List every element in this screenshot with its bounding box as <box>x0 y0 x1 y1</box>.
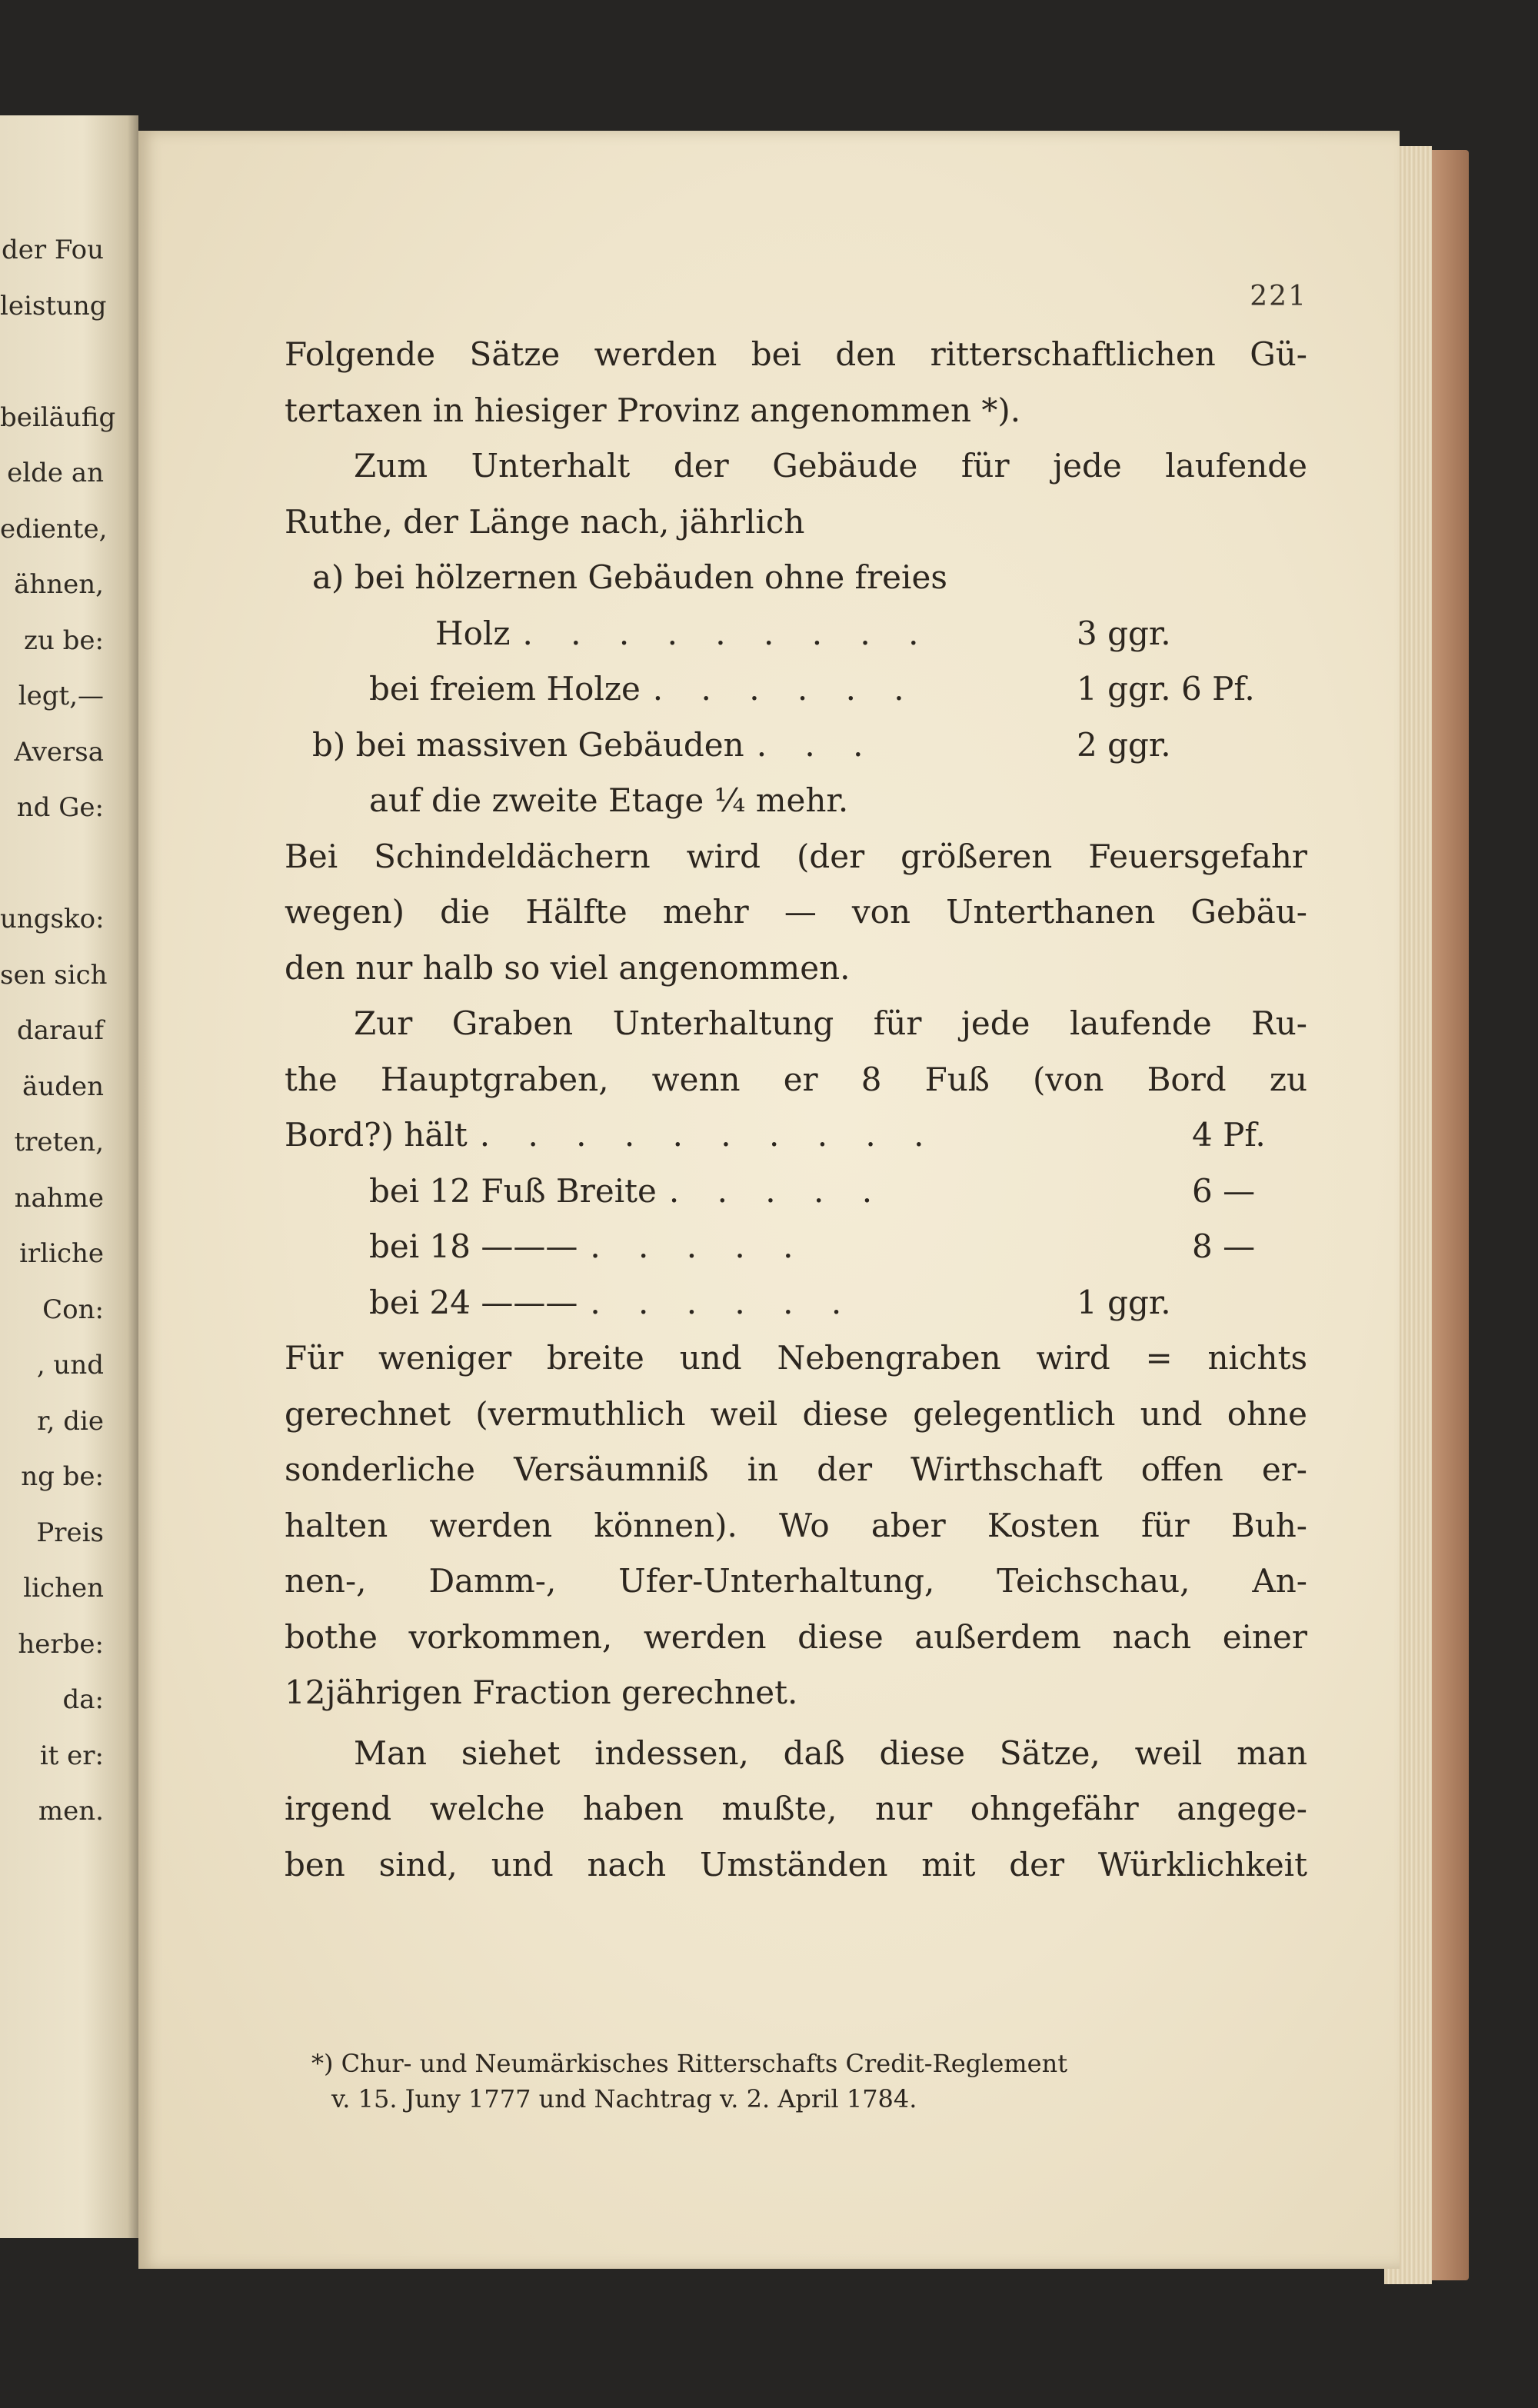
freiem-holze-row <box>285 661 1307 718</box>
left-page-text-fragment: irliche <box>19 1238 104 1269</box>
text-line: den nur halb so viel angenommen. <box>285 948 851 987</box>
left-page-text-fragment: , und <box>36 1350 104 1381</box>
leader-dots: . . . . . . <box>652 670 918 708</box>
left-page-text-fragment: Con: <box>42 1294 104 1325</box>
text-line: tertaxen in hiesiger Provinz angenommen *). <box>285 391 1021 429</box>
footnote-line: *) Chur- und Neumärkisches Ritterschafts Credit-Reglement <box>311 2049 1068 2078</box>
left-facing-page <box>0 115 138 2238</box>
item-a-label: a) bei hölzernen Gebäuden ohne freies <box>312 558 947 596</box>
page-body <box>285 327 1307 1893</box>
left-page-text-fragment: nd Ge: <box>16 792 104 823</box>
row-value: 8 — <box>1192 1227 1256 1265</box>
footnote <box>311 2046 1319 2117</box>
text-line: 12jährigen Fraction gerechnet. <box>285 1674 798 1711</box>
row-label: b) bei massiven Gebäuden <box>312 725 744 764</box>
leader-dots: . . . <box>756 725 877 764</box>
row-value: 6 — <box>1192 1171 1256 1210</box>
row-value: 3 ggr. <box>1077 614 1171 652</box>
left-page-text-fragment: ungsko: <box>0 904 105 934</box>
left-page-text-fragment: äuden <box>22 1071 104 1102</box>
left-page-text-fragment: treten, <box>14 1127 104 1157</box>
row-label: Holz <box>435 614 511 652</box>
left-page-text-fragment: elde an <box>7 458 104 488</box>
text-line: the Hauptgraben, wenn er 8 Fuß (von Bord zu <box>285 1060 1307 1098</box>
text-line: bothe vorkommen, werden diese außerdem nach einer <box>285 1617 1307 1656</box>
text-line: wegen) die Hälfte mehr — von Unterthanen Gebäu- <box>285 893 1307 931</box>
leader-dots: . . . . . . . . . <box>522 614 933 652</box>
breite-12-row <box>285 1164 1307 1220</box>
text-line: irgend welche haben mußte, nur ohngefähr angege- <box>285 1790 1307 1827</box>
row-label: bei freiem Holze <box>369 670 641 708</box>
massiv-row <box>285 718 1307 774</box>
left-page-text-fragment: r, die <box>37 1405 104 1437</box>
leader-dots: . . . . . . . . . . <box>479 1116 938 1154</box>
left-page-text-fragment: leistung <box>0 290 107 321</box>
leader-dots: . . . . . <box>590 1227 807 1265</box>
text-line: Für weniger breite und Nebengraben wird = nichts <box>285 1339 1307 1377</box>
etage-line: auf die zweite Etage ¼ mehr. <box>369 781 849 819</box>
row-label: bei 24 ——— <box>369 1283 578 1321</box>
row-value: 4 Pf. <box>1192 1116 1266 1154</box>
row-value: 1 ggr. <box>1077 1283 1171 1321</box>
text-line: Bei Schindeldächern wird (der größeren Feuersgefahr <box>285 837 1307 875</box>
left-page-text-fragment: lichen <box>23 1573 104 1604</box>
left-page-text-fragment: ähnen, <box>14 569 104 600</box>
left-page-text-fragment: ng be: <box>21 1461 104 1492</box>
left-page-text-fragment: legt,— <box>18 681 104 711</box>
left-page-text-fragment: sen sich <box>0 959 108 991</box>
row-label: bei 18 ——— <box>369 1227 578 1265</box>
text-line: Man siehet indessen, daß diese Sätze, weil man <box>354 1734 1307 1772</box>
footnote-line: v. 15. Juny 1777 und Nachtrag v. 2. April 1784. <box>331 2084 917 2113</box>
bord-row <box>285 1107 1307 1164</box>
left-page-text-fragment: ediente, <box>0 513 108 545</box>
text-line: Ruthe, der Länge nach, jährlich <box>285 502 805 541</box>
text-line: ben sind, und nach Umständen mit der Würklichkeit <box>285 1845 1307 1883</box>
row-value: 2 ggr. <box>1077 725 1171 764</box>
text-line: halten werden können). Wo aber Kosten für Buh- <box>285 1506 1307 1544</box>
text-line: Zum Unterhalt der Gebäude für jede laufende <box>354 447 1307 485</box>
holz-row <box>285 606 1307 662</box>
row-label: bei 12 Fuß Breite <box>369 1171 657 1210</box>
text-line: Folgende Sätze werden bei den ritterschaftlichen Gü- <box>285 335 1307 373</box>
row-label: Bord?) hält <box>285 1116 468 1154</box>
text-line: gerechnet (vermuthlich weil diese gelegentlich und ohne <box>285 1394 1307 1433</box>
page-number: 221 <box>1250 281 1307 312</box>
row-value: 1 ggr. 6 Pf. <box>1077 670 1255 708</box>
text-line: Zur Graben Unterhaltung für jede laufende Ru- <box>354 1004 1307 1042</box>
left-page-text-fragment: da: <box>62 1684 104 1715</box>
left-page-text-fragment: nahme <box>14 1182 104 1214</box>
breite-24-row <box>285 1275 1307 1331</box>
left-page-text-fragment: Aversa <box>14 736 104 768</box>
left-page-text-fragment: it er: <box>39 1740 104 1771</box>
leader-dots: . . . . . <box>668 1171 887 1210</box>
left-page-text-fragment: beiläufig <box>0 401 116 433</box>
left-page-text-fragment: darauf <box>16 1015 104 1046</box>
left-page-text-fragment: men. <box>38 1796 104 1827</box>
text-line: nen-, Damm-, Ufer-Unterhaltung, Teichschau, An- <box>285 1562 1307 1600</box>
right-page <box>138 131 1400 2269</box>
left-page-text-fragment: Preis <box>36 1517 104 1548</box>
text-line: sonderliche Versäumniß in der Wirthschaft offen er- <box>285 1450 1307 1488</box>
left-page-text-fragment: herbe: <box>18 1628 104 1660</box>
leader-dots: . . . . . . <box>590 1283 856 1321</box>
left-page-text-fragment: zu be: <box>24 624 104 656</box>
left-page-text-fragment: der Fou <box>1 235 104 265</box>
breite-18-row <box>285 1219 1307 1275</box>
